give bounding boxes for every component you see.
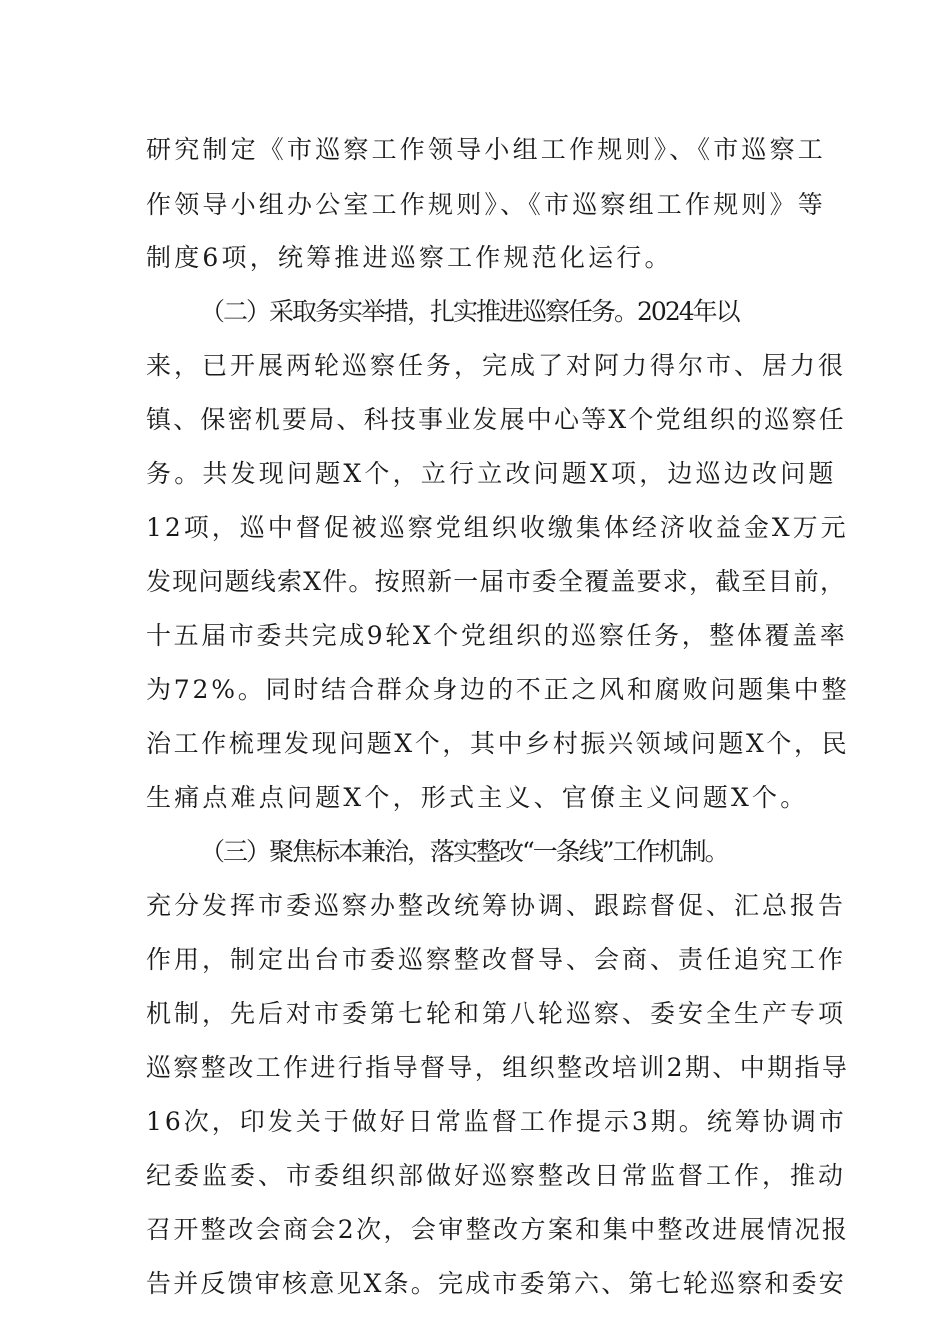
text-line-20: 纪委监委、市委组织部做好巡察整改日常监督工作，推动: [146, 1161, 847, 1190]
text-line-16: 作用，制定出台市委巡察整改督导、会商、责任追究工作: [146, 945, 847, 974]
text-line-10: 十五届市委共完成9轮X个党组织的巡察任务，整体覆盖率: [146, 621, 848, 650]
text-line-9: 发现问题线索X件。按照新一届市委全覆盖要求，截至目前，: [146, 567, 847, 596]
text-line-5: 来，已开展两轮巡察任务，完成了对阿力得尔市、居力很: [146, 351, 847, 380]
text-line-3: 制度6项，统筹推进巡察工作规范化运行。: [146, 243, 673, 272]
text-line-19: 16次，印发关于做好日常监督工作提示3期。统筹协调市: [146, 1107, 847, 1136]
text-line-8: 12项，巡中督促被巡察党组织收缴集体经济收益金X万元: [146, 513, 849, 542]
text-line-6: 镇、保密机要局、科技事业发展中心等X个党组织的巡察任: [146, 405, 847, 434]
text-line-18: 巡察整改工作进行指导督导，组织整改培训2期、中期指导: [146, 1053, 850, 1082]
text-line-12: 治工作梳理发现问题X个，其中乡村振兴领域问题X个，民: [146, 729, 850, 758]
text-line-2: 作领导小组办公室工作规则》、《市巡察组工作规则》等: [146, 190, 827, 219]
section-heading-2: （二）采取务实举措，扎实推进巡察任务。2024年以: [200, 297, 739, 326]
text-line-7: 务。共发现问题X个，立行立改问题X项，边巡边改问题: [146, 459, 837, 488]
text-line-11: 为72%。同时结合群众身边的不正之风和腐败问题集中整: [146, 675, 850, 704]
text-line-17: 机制，先后对市委第七轮和第八轮巡察、委安全生产专项: [146, 999, 847, 1028]
text-line-1: 研究制定《市巡察工作领导小组工作规则》、《市巡察工: [146, 135, 827, 164]
text-line-22: 告并反馈审核意见X条。完成市委第六、第七轮巡察和委安: [146, 1269, 847, 1298]
text-line-21: 召开整改会商会2次，会审整改方案和集中整改进展情况报: [146, 1215, 850, 1244]
text-line-15: 充分发挥市委巡察办整改统筹协调、跟踪督促、汇总报告: [146, 891, 847, 920]
text-line-13: 生痛点难点问题X个，形式主义、官僚主义问题X个。: [146, 783, 809, 812]
section-heading-3: （三）聚焦标本兼治，落实整改“一条线”工作机制。: [200, 837, 728, 866]
